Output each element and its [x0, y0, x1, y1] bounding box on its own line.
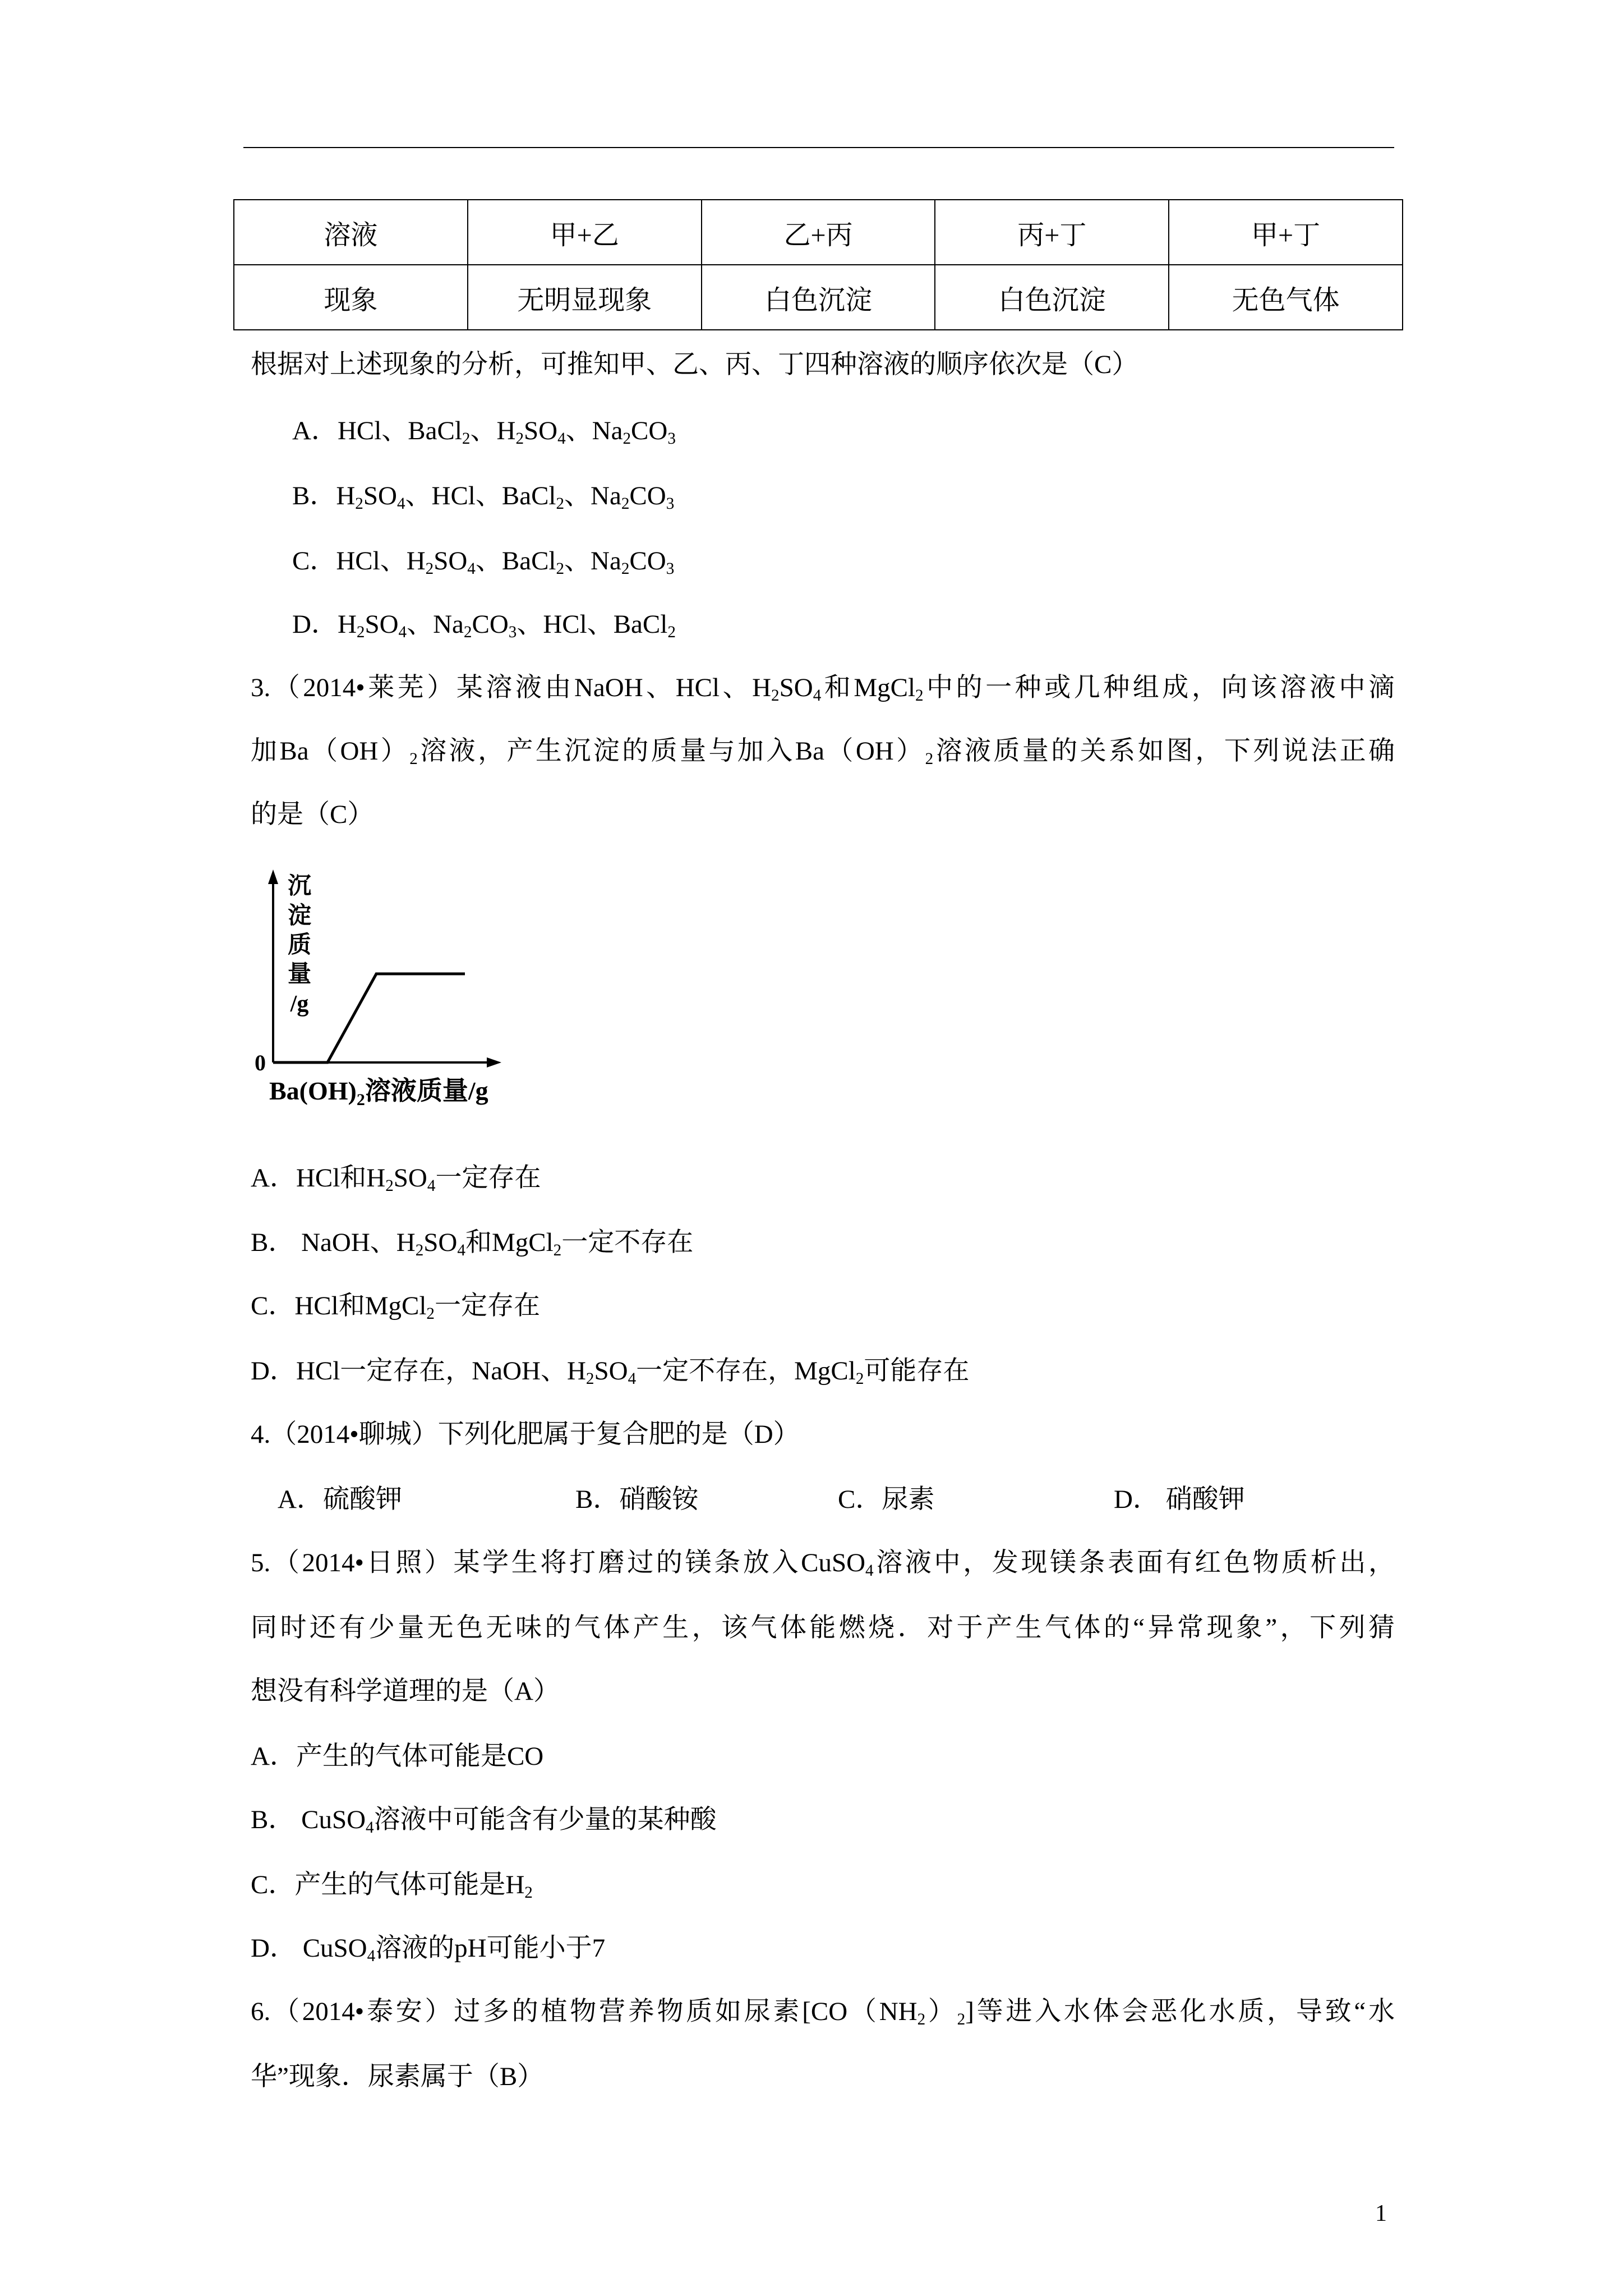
q4-option-a: A．硫酸钾: [278, 1485, 402, 1514]
y-axis-arrow-icon: [268, 869, 278, 884]
q3-stem-line-1: 3.（2014•莱芜）某溶液由NaOH、HCl、$H_2SO_4$和MgCl$_2$中的一种或几种组成，向该溶液中滴: [251, 673, 1395, 705]
precipitate-mass-graph: [236, 858, 538, 1122]
table-cell: 白色沉淀: [935, 265, 1169, 330]
table-cell: 甲+乙: [468, 200, 702, 265]
table-row: [234, 265, 1403, 330]
y-label-char: /g: [290, 991, 309, 1017]
q6-stem-line-2: 华”现象．尿素属于（B）: [251, 2062, 544, 2091]
q5-option-a: A．产生的气体可能是CO: [251, 1742, 544, 1771]
q4-stem: 4.（2014•聊城）下列化肥属于复合肥的是（D）: [251, 1420, 800, 1449]
y-label-char: 淀: [287, 903, 312, 929]
q5-option-b: B． CuSO$_4$溶液中可能含有少量的某种酸: [251, 1805, 717, 1837]
y-label-char: 质: [287, 932, 312, 958]
y-label-char: 量: [287, 961, 312, 987]
reaction-table: [233, 199, 1403, 330]
q5-option-d: D． CuSO$_4$溶液的pH可能小于7: [251, 1934, 606, 1966]
header-rule: [243, 147, 1394, 148]
q5-stem-line-3: 想没有科学道理的是（A）: [251, 1677, 560, 1706]
table-cell: 甲+丁: [1169, 200, 1403, 265]
table-cell: 溶液: [234, 200, 468, 265]
x-axis-arrow-icon: [487, 1057, 501, 1068]
q4-option-d: D． 硝酸钾: [1114, 1485, 1245, 1514]
q6-stem-line-1: 6.（2014•泰安）过多的植物营养物质如尿素$[CO(NH_2)_2]$等进入水体会恶化水质，导致“水: [251, 1997, 1395, 2029]
q2-stem: 根据对上述现象的分析，可推知甲、乙、丙、丁四种溶液的顺序依次是（C）: [251, 350, 1138, 379]
q3-option-c: C．HCl和MgCl$_2$一定存在: [251, 1291, 540, 1323]
q5-stem-line-2: 同时还有少量无色无味的气体产生，该气体能燃烧．对于产生气体的“异常现象”，下列猜: [251, 1613, 1395, 1642]
q5-stem-line-1: 5.（2014•日照）某学生将打磨过的镁条放入CuSO$_4$溶液中，发现镁条表面有红色物质析出，: [251, 1548, 1395, 1580]
table-cell: 无色气体: [1169, 265, 1403, 330]
origin-label: 0: [255, 1050, 266, 1075]
table-row: [234, 200, 1403, 265]
y-label-char: 沉: [287, 873, 312, 899]
x-label-formula: Ba(OH): [269, 1076, 357, 1105]
x-label-subscript: 2: [356, 1091, 365, 1109]
q3-option-a: A．HCl和$H_2SO_4$一定存在: [251, 1163, 541, 1195]
table-cell: 白色沉淀: [702, 265, 935, 330]
table-cell: 现象: [234, 265, 468, 330]
table-cell: 乙+丙: [702, 200, 935, 265]
q2-option-a: A．HCl、BaCl$_2$、$H_2SO_4$、$Na_2CO_3$: [292, 416, 676, 448]
q2-option-d: D．$H_2SO_4$、$Na_2CO_3$、HCl、BaCl$_2$: [292, 610, 676, 642]
q4-option-b: B．硝酸铵: [575, 1485, 699, 1514]
q3-stem-line-2: 加$Ba(OH)_2$溶液，产生沉淀的质量与加入$Ba(OH)_2$溶液质量的关系如图，下列说法正确: [251, 737, 1395, 769]
page-number: 1: [1375, 2201, 1387, 2226]
q3-stem-line-3: 的是（C）: [251, 800, 374, 829]
q5-option-c: C．产生的气体可能是$H_2$: [251, 1870, 533, 1902]
q3-option-d: D．HCl一定存在，NaOH、$H_2SO_4$一定不存在，MgCl$_2$可能存在: [251, 1356, 970, 1388]
table-cell: 丙+丁: [935, 200, 1169, 265]
x-label-text: 溶液质量/g: [365, 1076, 488, 1105]
x-axis-label: [269, 1076, 488, 1109]
q2-option-b: B．$H_2SO_4$、HCl、BaCl$_2$、$Na_2CO_3$: [292, 481, 675, 513]
table-cell: 无明显现象: [468, 265, 702, 330]
q3-option-b: B． NaOH、$H_2SO_4$和MgCl$_2$一定不存在: [251, 1228, 694, 1260]
q4-option-c: C．尿素: [838, 1485, 935, 1514]
q2-option-c: C．HCl、$H_2SO_4$、BaCl$_2$、$Na_2CO_3$: [292, 546, 675, 578]
